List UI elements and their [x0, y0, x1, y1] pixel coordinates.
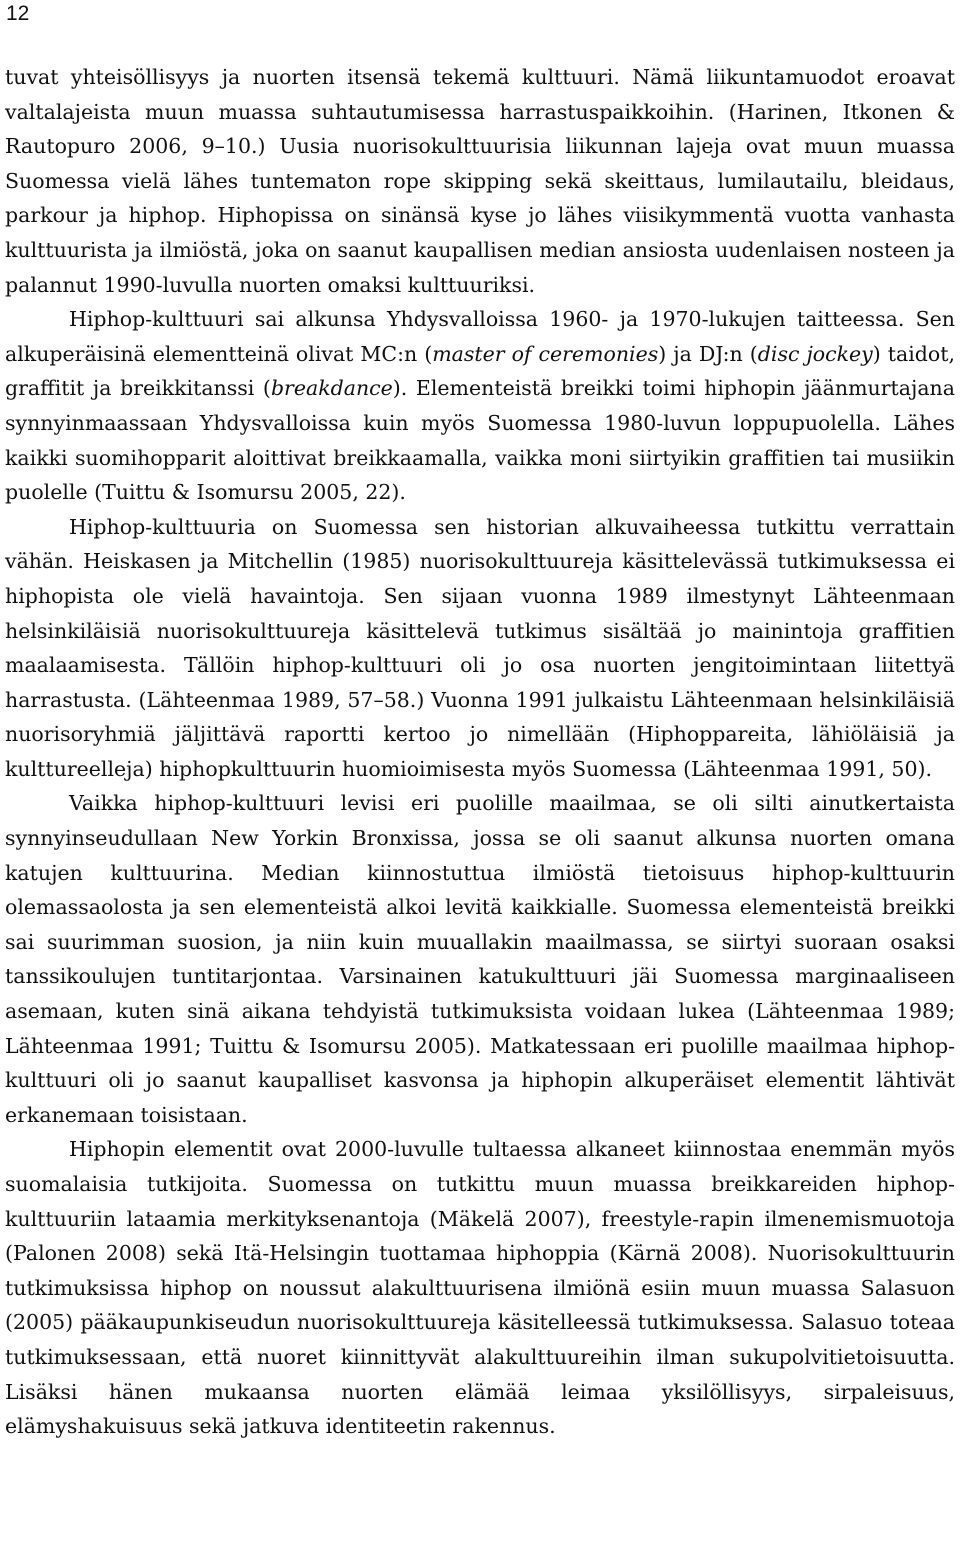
- italic-term-breakdance: breakdance: [270, 376, 393, 401]
- paragraph-4-text: Vaikka hiphop-kulttuuri levisi eri puolille maailmaa, se oli silti ainutkertaista synnyinseudullaan New Yorkin Bronxissa, jossa se oli saanut alkunsa nuorten omana katujen kulttuurina. Median kiinnostuttua ilmiöstä tietoisuus hiphop-kulttuurin olemassaolosta ja sen elementeistä alkoi levitä kaikkialle. Suomessa elementeistä breikki sai suurimman suosion, ja niin kuin muuallakin maailmassa, se siirtyi suoraan osaksi tanssikoulujen tuntitarjontaa. Varsinainen katukulttuuri jäi Suomessa marginaaliseen asemaan, kuten sinä aikana tehdyistä tutkimuksista voidaan lukea (Lähteenmaa 1989; Lähteenmaa 1991; Tuittu & Isomursu 2005). Matkatessaan eri puolille maailmaa hiphop-kulttuuri oli jo saanut kaupalliset kasvonsa ja hiphopin alkuperäiset elementit lähtivät erkanemaan toisistaan.: [5, 791, 955, 1127]
- paragraph-2-text-3: ) taidot, graffitit ja breikkitanssi (: [5, 341, 956, 401]
- body-text: [5, 60, 955, 1444]
- italic-term-master-of-ceremonies: master of ceremonies: [432, 341, 659, 366]
- paragraph-3-text: Hiphop-kulttuuria on Suomessa sen historian alkuvaiheessa tutkittu verrattain vähän. Heiskasen ja Mitchellin (1985) nuorisokulttuureja käsittelevässä tutkimuksessa ei hiphopista ole vielä havaintoja. Sen sijaan vuonna 1989 ilmestynyt Lähteenmaan helsinkiläisiä nuorisokulttuureja käsittelevä tutkimus sisältää jo mainintoja graffitien maalaamisesta. Tällöin hiphop-kulttuuri oli jo osa nuorten jengitoimintaan liitettyä harrastusta. (Lähteenmaa 1989, 57–58.) Vuonna 1991 julkaistu Lähteenmaan helsinkiläisiä nuorisoryhmiä jäljittävä raportti kertoo jo nimellään (Hiphoppareita, lähiöläisiä ja kulttureelleja) hiphopkulttuurin huomioimisesta myös Suomessa (Lähteenmaa 1991, 50).: [5, 514, 955, 781]
- paragraph-5-text: Hiphopin elementit ovat 2000-luvulle tultaessa alkaneet kiinnostaa enemmän myös suomalaisia tutkijoita. Suomessa on tutkittu muun muassa breikkareiden hiphop-kulttuuriin lataamia merkityksenantoja (Mäkelä 2007), freestyle-rapin ilmenemismuotoja (Palonen 2008) sekä Itä-Helsingin tuottamaa hiphoppia (Kärnä 2008). Nuorisokulttuurin tutkimuksissa hiphop on noussut alakulttuurisena ilmiönä esiin muun muassa Salasuon (2005) pääkaupunkiseudun nuorisokulttuureja käsitelleessä tutkimuksessa. Salasuo toteaa tutkimuksessaan, että nuoret kiinnittyvät alakulttuureihin ilman sukupolvitietoisuutta. Lisäksi hänen mukaansa nuorten elämää leimaa yksilöllisyys, sirpaleisuus, elämyshakuisuus sekä jatkuva identiteetin rakennus.: [5, 1137, 955, 1439]
- paragraph-1: [5, 60, 955, 302]
- paragraph-2-text-4: ). Elementeistä breikki toimi hiphopin jäänmurtajana synnyinmaassaan Yhdysvalloissa kuin myös Suomessa 1980-luvun loppupuolella. Lähes kaikki suomihopparit aloittivat breikkaamalla, vaikka moni siirtyikin graffitien tai musiikin puolelle (Tuittu & Isomursu 2005, 22).: [5, 376, 955, 505]
- paragraph-1-text: tuvat yhteisöllisyys ja nuorten itsensä tekemä kulttuuri. Nämä liikuntamuodot eroavat valtalajeista muun muassa suhtautumisessa harrastuspaikkoihin. (Harinen, Itkonen & Rautopuro 2006, 9–10.) Uusia nuorisokulttuurisia liikunnan lajeja ovat muun muassa Suomessa vielä lähes tuntematon rope skipping sekä skeittaus, lumilautailu, bleidaus, parkour ja hiphop. Hiphopissa on sinänsä kyse jo lähes viisikymmentä vuotta vanhasta kulttuurista ja ilmiöstä, joka on saanut kaupallisen median ansiosta uudenlaisen nosteen ja palannut 1990-luvulla nuorten omaksi kulttuuriksi.: [5, 65, 955, 297]
- paragraph-3: [5, 510, 955, 787]
- paragraph-2-text-2: ) ja DJ:n (: [658, 341, 758, 366]
- italic-term-disc-jockey: disc jockey: [757, 341, 873, 366]
- paragraph-2-text-1: Hiphop-kulttuuri sai alkunsa Yhdysvalloissa 1960- ja 1970-lukujen taitteessa. Sen alkuperäisinä elementteinä olivat MC:n (: [5, 307, 955, 366]
- paragraph-2: [5, 302, 955, 510]
- paragraph-4: [5, 786, 955, 1132]
- paragraph-5: [5, 1132, 955, 1443]
- page-number: 12: [6, 2, 30, 25]
